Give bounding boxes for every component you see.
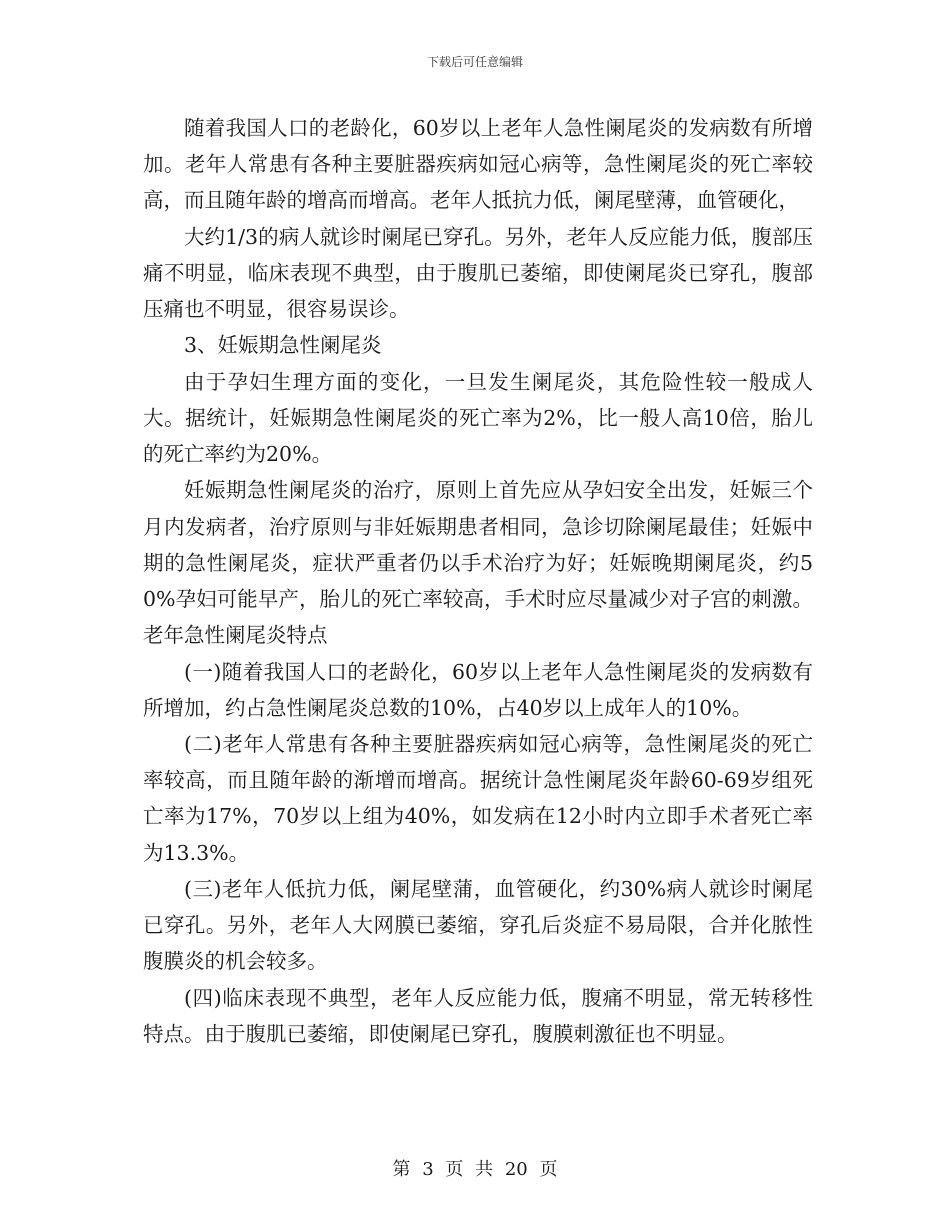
paragraph: (二)老年人常患有各种主要脏器疾病如冠心病等，急性阑尾炎的死亡率较高，而且随年龄的渐增而增高。据统计急性阑尾炎年龄60-69岁组死亡率为17%，70岁以上组为40%，如发病在12小时内立即手术者死亡率为13.3%。: [143, 732, 813, 865]
page-header: 下载后可任意编辑: [426, 55, 523, 69]
page-number-footer: 第 3 页 共 20 页: [392, 1159, 558, 1180]
paragraph: (四)临床表现不典型，老年人反应能力低，腹痛不明显，常无转移性特点。由于腹肌已萎缩，即使阑尾已穿孔，腹膜刺激征也不明显。: [143, 985, 813, 1046]
document-body: [143, 110, 813, 1052]
paragraph: (三)老年人低抗力低，阑尾壁蒲，血管硬化，约30%病人就诊时阑尾已穿孔。另外，老年人大网膜已萎缩，穿孔后炎症不易局限，合并化脓性腹膜炎的机会较多。: [143, 876, 813, 974]
paragraph: 随着我国人口的老龄化，60岁以上老年人急性阑尾炎的发病数有所增加。老年人常患有各种主要脏器疾病如冠心病等，急性阑尾炎的死亡率较高，而且随年龄的增高而增高。老年人抵抗力低，阑尾壁薄，血管硬化，: [143, 116, 813, 213]
section-heading: 3、妊娠期急性阑尾炎: [184, 333, 382, 358]
paragraph: 妊娠期急性阑尾炎的治疗，原则上首先应从孕妇安全出发，妊娠三个月内发病者，治疗原则与非妊娠期患者相同，急诊切除阑尾最佳；妊娠中期的急性阑尾炎，症状严重者仍以手术治疗为好；妊娠晚期阑尾炎，约50%孕妇可能早产，胎儿的死亡率较高，手术时应尽量减少对子宫的刺激。 老年急性阑尾炎特点: [143, 478, 813, 648]
paragraph: 由于孕妇生理方面的变化，一旦发生阑尾炎，其危险性较一般成人大。据统计，妊娠期急性阑尾炎的死亡率为2%，比一般人高10倍，胎儿的死亡率约为20%。: [143, 369, 813, 467]
paragraph: (一)随着我国人口的老龄化，60岁以上老年人急性阑尾炎的发病数有所增加，约占急性阑尾炎总数的10%，占40岁以上成年人的10%。: [143, 659, 813, 720]
paragraph: 大约1/3的病人就诊时阑尾已穿孔。另外，老年人反应能力低，腹部压痛不明显，临床表现不典型，由于腹肌已萎缩，即使阑尾炎已穿孔，腹部压痛也不明显，很容易误诊。: [143, 224, 813, 322]
